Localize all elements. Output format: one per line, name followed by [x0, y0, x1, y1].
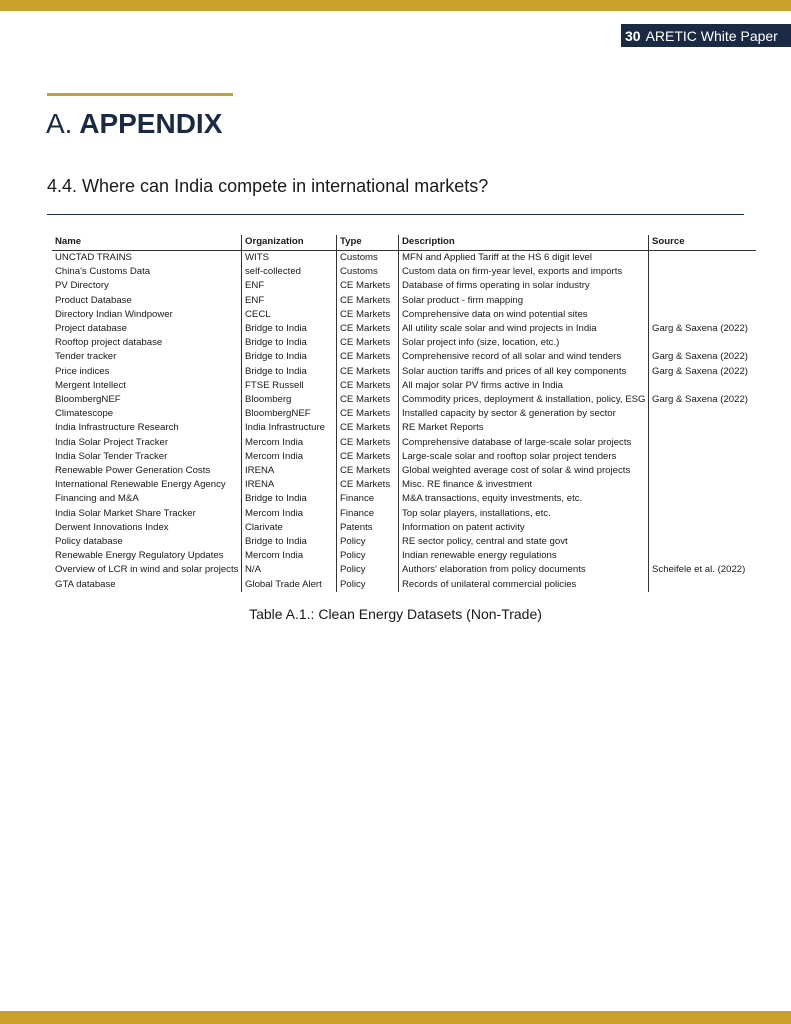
table-row — [52, 436, 756, 450]
cell-description: Commodity prices, deployment & installation, policy, ESG — [399, 393, 649, 407]
datasets-table — [52, 235, 756, 592]
cell-description: Authors' elaboration from policy documents — [399, 563, 649, 577]
cell-description: Comprehensive record of all solar and wind tenders — [399, 350, 649, 364]
cell-organization: self-collected — [242, 265, 337, 279]
cell-type: CE Markets — [337, 478, 399, 492]
cell-type: CE Markets — [337, 322, 399, 336]
section-title — [46, 106, 222, 142]
cell-name: China's Customs Data — [55, 266, 151, 278]
cell-description: All major solar PV firms active in India — [399, 379, 649, 393]
table-row — [52, 407, 756, 421]
cell-organization: WITS — [242, 251, 337, 266]
cell-name: India Solar Tender Tracker — [55, 450, 168, 462]
cell-organization: Mercom India — [242, 507, 337, 521]
cell-type: CE Markets — [337, 279, 399, 293]
cell-organization: Bridge to India — [242, 336, 337, 350]
cell-source: Garg & Saxena (2022) — [649, 350, 757, 364]
cell-description: Solar product - firm mapping — [399, 294, 649, 308]
cell-description: Comprehensive data on wind potential sites — [399, 308, 649, 322]
cell-organization: Mercom India — [242, 450, 337, 464]
cell-source — [649, 478, 757, 492]
cell-description: Top solar players, installations, etc. — [399, 507, 649, 521]
cell-organization: Bridge to India — [242, 492, 337, 506]
cell-name: BloombergNEF — [55, 394, 121, 406]
subsection-title: 4.4. Where can India compete in international markets? — [47, 176, 489, 196]
table-row — [52, 308, 756, 322]
cell-description: RE sector policy, central and state govt — [399, 535, 649, 549]
table-row — [52, 251, 756, 266]
cell-name: Rooftop project database — [55, 337, 163, 349]
table-header-row — [52, 235, 756, 251]
table-row — [52, 507, 756, 521]
cell-type: Customs — [337, 251, 399, 266]
cell-type: Finance — [337, 492, 399, 506]
cell-name: Mergent Intellect — [55, 379, 126, 391]
cell-type: CE Markets — [337, 294, 399, 308]
table-row — [52, 521, 756, 535]
cell-source: Garg & Saxena (2022) — [649, 393, 757, 407]
table-row — [52, 578, 756, 592]
table-row — [52, 478, 756, 492]
cell-name: UNCTAD TRAINS — [55, 252, 132, 263]
cell-type: CE Markets — [337, 308, 399, 322]
column-header: Source — [649, 235, 757, 251]
cell-source — [649, 436, 757, 450]
cell-source — [649, 265, 757, 279]
section-accent-rule — [47, 93, 233, 96]
cell-source — [649, 492, 757, 506]
cell-description: Solar project info (size, location, etc.) — [399, 336, 649, 350]
cell-name: India Solar Market Share Tracker — [55, 507, 196, 519]
cell-source — [649, 450, 757, 464]
cell-type: Patents — [337, 521, 399, 535]
cell-name: Product Database — [55, 294, 132, 306]
cell-name: Project database — [55, 323, 127, 335]
cell-organization: Bridge to India — [242, 322, 337, 336]
cell-source — [649, 279, 757, 293]
cell-type: CE Markets — [337, 450, 399, 464]
column-header: Description — [399, 235, 649, 251]
table-caption: Table A.1.: Clean Energy Datasets (Non-Trade) — [249, 606, 542, 622]
cell-organization: Global Trade Alert — [242, 578, 337, 592]
cell-organization: ENF — [242, 294, 337, 308]
cell-organization: Bloomberg — [242, 393, 337, 407]
cell-name: Climatescope — [55, 408, 114, 420]
cell-organization: N/A — [242, 563, 337, 577]
table-row — [52, 379, 756, 393]
cell-description: M&A transactions, equity investments, etc. — [399, 492, 649, 506]
cell-type: Policy — [337, 563, 399, 577]
cell-type: CE Markets — [337, 436, 399, 450]
table-row — [52, 365, 756, 379]
cell-description: RE Market Reports — [399, 421, 649, 435]
cell-organization: IRENA — [242, 464, 337, 478]
cell-name: Overview of LCR in wind and solar projects — [55, 564, 239, 576]
cell-name: Financing and M&A — [55, 493, 139, 505]
table-body — [52, 251, 756, 592]
cell-source — [649, 407, 757, 421]
cell-description: Information on patent activity — [399, 521, 649, 535]
table-row — [52, 549, 756, 563]
cell-type: CE Markets — [337, 336, 399, 350]
cell-name: GTA database — [55, 578, 116, 590]
section-name: APPENDIX — [79, 108, 223, 139]
cell-organization: Bridge to India — [242, 365, 337, 379]
cell-organization: Mercom India — [242, 549, 337, 563]
table-row — [52, 350, 756, 364]
subsection-divider — [47, 214, 744, 215]
cell-type: Policy — [337, 535, 399, 549]
column-header: Organization — [242, 235, 337, 251]
cell-description: Installed capacity by sector & generation by sector — [399, 407, 649, 421]
table-row — [52, 421, 756, 435]
cell-type: CE Markets — [337, 464, 399, 478]
cell-source — [649, 507, 757, 521]
cell-organization: Bridge to India — [242, 535, 337, 549]
cell-organization: IRENA — [242, 478, 337, 492]
cell-type: CE Markets — [337, 350, 399, 364]
cell-source — [649, 578, 757, 592]
cell-name: Tender tracker — [55, 351, 117, 363]
cell-name: International Renewable Energy Agency — [55, 479, 226, 491]
cell-name: Renewable Energy Regulatory Updates — [55, 550, 224, 562]
cell-source — [649, 421, 757, 435]
cell-description: Comprehensive database of large-scale solar projects — [399, 436, 649, 450]
bottom-gold-bar — [0, 1011, 791, 1024]
cell-organization: Bridge to India — [242, 350, 337, 364]
cell-source — [649, 549, 757, 563]
cell-description: Misc. RE finance & investment — [399, 478, 649, 492]
table-row — [52, 322, 756, 336]
cell-organization: BloombergNEF — [242, 407, 337, 421]
page-number: 30 — [625, 27, 641, 44]
cell-description: Indian renewable energy regulations — [399, 549, 649, 563]
cell-name: Price indices — [55, 365, 110, 377]
section-prefix: A. — [46, 108, 73, 139]
cell-organization: CECL — [242, 308, 337, 322]
cell-name: PV Directory — [55, 280, 109, 292]
cell-source: Garg & Saxena (2022) — [649, 365, 757, 379]
cell-type: Policy — [337, 549, 399, 563]
cell-description: Solar auction tariffs and prices of all key components — [399, 365, 649, 379]
cell-source — [649, 308, 757, 322]
cell-source — [649, 336, 757, 350]
cell-type: CE Markets — [337, 365, 399, 379]
cell-source — [649, 379, 757, 393]
document-title: ARETIC White Paper — [645, 27, 778, 44]
table-row — [52, 393, 756, 407]
cell-type: CE Markets — [337, 393, 399, 407]
table-row — [52, 535, 756, 549]
cell-source: Garg & Saxena (2022) — [649, 322, 757, 336]
cell-type: Finance — [337, 507, 399, 521]
cell-source: Scheifele et al. (2022) — [649, 563, 757, 577]
cell-source — [649, 464, 757, 478]
cell-name: Derwent Innovations Index — [55, 521, 169, 533]
cell-source — [649, 521, 757, 535]
cell-organization: Mercom India — [242, 436, 337, 450]
cell-type: CE Markets — [337, 379, 399, 393]
cell-organization: Clarivate — [242, 521, 337, 535]
cell-organization: ENF — [242, 279, 337, 293]
cell-type: CE Markets — [337, 407, 399, 421]
cell-description: Large-scale solar and rooftop solar project tenders — [399, 450, 649, 464]
cell-organization: FTSE Russell — [242, 379, 337, 393]
cell-name: Policy database — [55, 536, 123, 548]
cell-type: Policy — [337, 578, 399, 592]
cell-name: India Infrastructure Research — [55, 422, 179, 434]
cell-source — [649, 294, 757, 308]
cell-source — [649, 251, 757, 266]
cell-organization: India Infrastructure — [242, 421, 337, 435]
cell-description: Database of firms operating in solar industry — [399, 279, 649, 293]
cell-description: All utility scale solar and wind projects in India — [399, 322, 649, 336]
table-row — [52, 492, 756, 506]
cell-description: MFN and Applied Tariff at the HS 6 digit level — [399, 251, 649, 266]
table-row — [52, 464, 756, 478]
table-row — [52, 279, 756, 293]
cell-type: Customs — [337, 265, 399, 279]
column-header: Type — [337, 235, 399, 251]
cell-description: Custom data on firm-year level, exports and imports — [399, 265, 649, 279]
column-header: Name — [52, 235, 242, 251]
page-header-tag — [621, 24, 791, 47]
table-row — [52, 294, 756, 308]
table-row — [52, 265, 756, 279]
table-row — [52, 563, 756, 577]
table-row — [52, 450, 756, 464]
cell-type: CE Markets — [337, 421, 399, 435]
cell-description: Global weighted average cost of solar & wind projects — [399, 464, 649, 478]
cell-name: India Solar Project Tracker — [55, 436, 169, 448]
top-gold-bar — [0, 0, 791, 11]
table-row — [52, 336, 756, 350]
cell-name: Directory Indian Windpower — [55, 308, 173, 320]
cell-name: Renewable Power Generation Costs — [55, 465, 211, 477]
cell-description: Records of unilateral commercial policies — [399, 578, 649, 592]
cell-source — [649, 535, 757, 549]
